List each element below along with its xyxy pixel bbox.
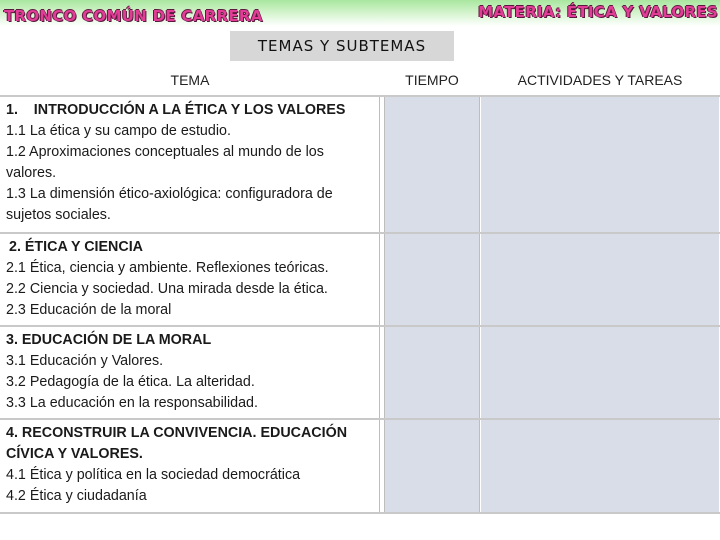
subject-title: MATERIA: ÉTICA Y VALORES [478,3,718,21]
subtopic-item: 1.3 La dimensión ético-axiológica: configuradora de sujetos sociales. [6,185,333,223]
time-cell[interactable] [384,420,480,512]
topic-cell [0,97,380,232]
activities-cell[interactable] [481,234,719,325]
subtopic-item: 3.3 La educación en la responsabilidad. [6,394,258,411]
column-header-tema: TEMA [170,72,210,88]
activities-cell[interactable] [481,327,719,418]
row-divider [0,512,720,514]
topic-cell [0,234,380,325]
topic-title: 4. RECONSTRUIR LA CONVIVENCIA. EDUCACIÓN CÍVICA Y VALORES. [6,425,348,462]
time-cell[interactable] [384,234,480,325]
subtopic-item: 2.3 Educación de la moral [6,301,172,318]
subtopic-item: 1.2 Aproximaciones conceptuales al mundo de los valores. [6,143,324,181]
subtopic-item: 4.1 Ética y política en la sociedad democrática [6,466,301,483]
table-row [0,327,720,418]
program-title: TRONCO COMÚN DE CARRERA [4,7,263,25]
subtopic-item: 3.2 Pedagogía de la ética. La alteridad. [6,373,255,390]
section-subtitle: TEMAS Y SUBTEMAS [230,31,454,61]
time-cell[interactable] [384,327,480,418]
topic-title: 1. INTRODUCCIÓN A LA ÉTICA Y LOS VALORES [6,102,346,118]
table-row [0,97,720,232]
column-header-tiempo: TIEMPO [405,72,459,88]
activities-cell[interactable] [481,97,719,232]
topic-cell [0,420,380,512]
topic-title: 2. ÉTICA Y CIENCIA [9,239,143,255]
topic-cell [0,327,380,418]
topic-title: 3. EDUCACIÓN DE LA MORAL [6,332,212,348]
subtopic-item: 3.1 Educación y Valores. [6,352,164,369]
table-row [0,420,720,512]
table-row [0,234,720,325]
subtopic-item: 2.1 Ética, ciencia y ambiente. Reflexiones teóricas. [6,259,329,276]
column-header-actividades: ACTIVIDADES Y TAREAS [517,72,683,88]
table-header [0,64,720,96]
subtopic-item: 4.2 Ética y ciudadanía [6,487,147,504]
time-cell[interactable] [384,97,480,232]
activities-cell[interactable] [481,420,719,512]
subtopic-item: 1.1 La ética y su campo de estudio. [6,122,231,139]
subtopic-item: 2.2 Ciencia y sociedad. Una mirada desde la ética. [6,280,328,297]
